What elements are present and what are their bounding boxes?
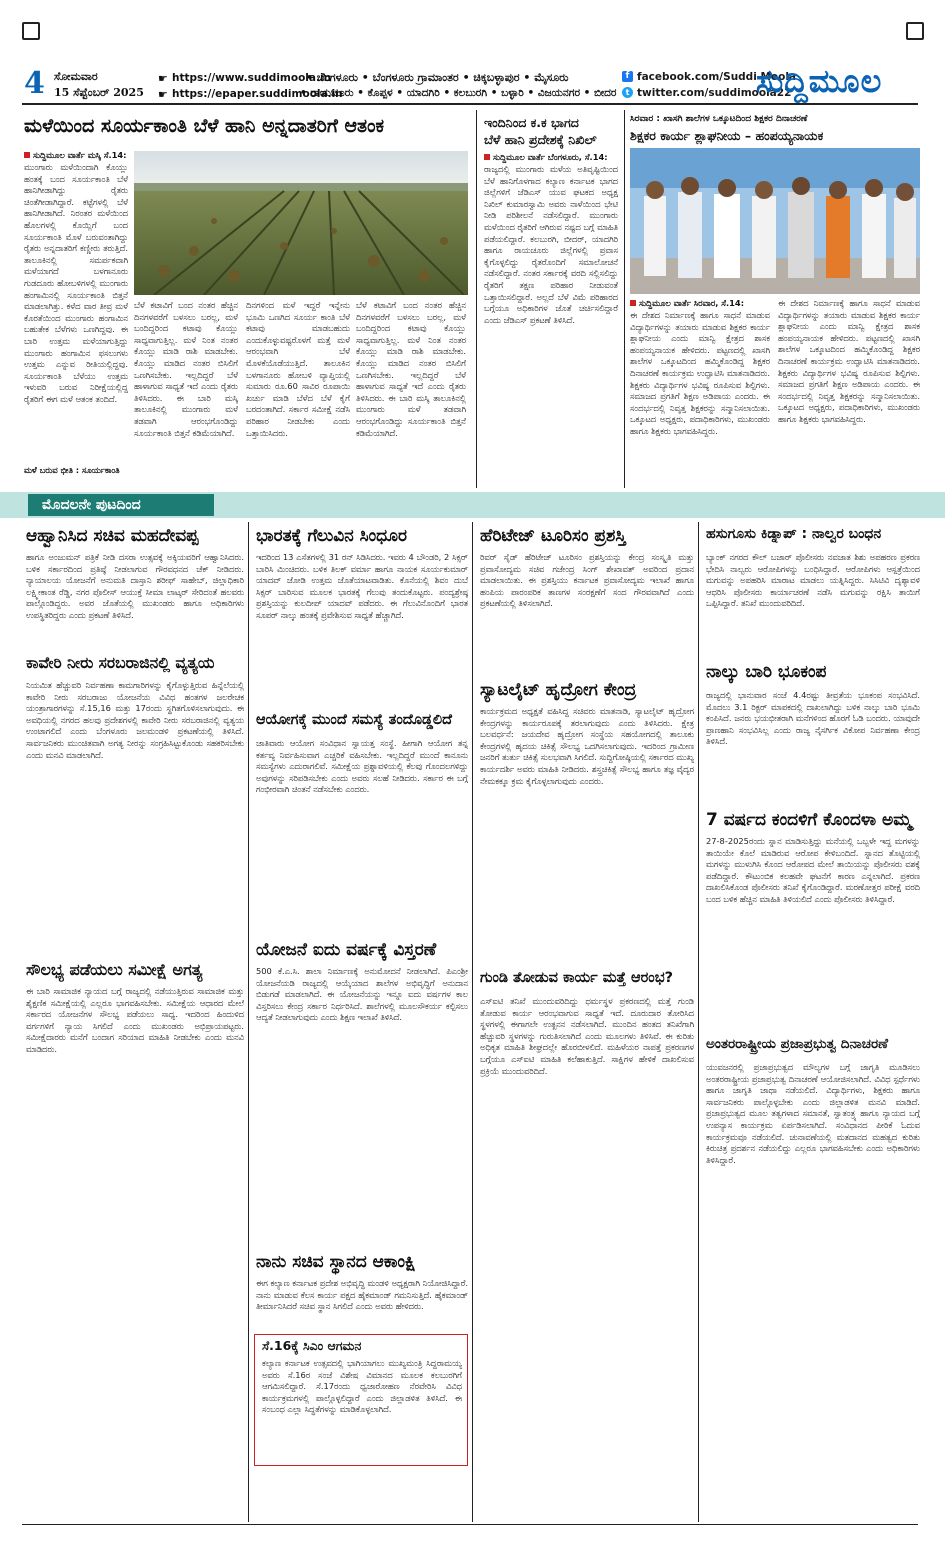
third-body-col2: ಈ ದೇಶದ ನಿರ್ಮಾಣಕ್ಕೆ ಹಾಗೂ ಸಾಧನೆ ಮಾಡುವ ವಿದ್ಯಾರ್ಥಿಗಳನ್ನು ತಯಾರು ಮಾಡುವ ಶಿಕ್ಷಕರ ಕಾರ್ಯ ಶ್ಲಾಘನೀಯ ಎಂದು ಮಾನ್ವಿ ಕ್ಷೇತ್ರದ ಶಾಸಕ ಹಂಪಯ್ಯನಾಯಕ ಹೇಳಿದರು. ಪಟ್ಟಣದಲ್ಲಿ ಖಾಸಗಿ ಶಾಲೆಗಳ ಒಕ್ಕೂಟದಿಂದ ಹಮ್ಮಿಕೊಂಡಿದ್ದ ಶಿಕ್ಷಕರ ದಿನಾಚರಣೆ ಕಾರ್ಯಕ್ರಮ ಉದ್ಘಾಟಿಸಿ ಮಾತನಾಡಿದರು. ಶಿಕ್ಷಕರು ವಿದ್ಯಾರ್ಥಿಗಳ ಭವಿಷ್ಯ ರೂಪಿಸುವ ಶಿಲ್ಪಿಗಳು. ಸಮಾಜದ ಪ್ರಗತಿಗೆ ಶಿಕ್ಷಣ ಅಡಿಪಾಯ ಎಂದರು. ಈ ಸಂದರ್ಭದಲ್ಲಿ ನಿವೃತ್ತ ಶಿಕ್ಷಕರನ್ನು ಸನ್ಮಾನಿಸಲಾಯಿತು. ಒಕ್ಕೂಟದ ಅಧ್ಯಕ್ಷರು, ಪದಾಧಿಕಾರಿಗಳು, ಮುಖಂಡರು ಹಾಗೂ ಶಿಕ್ಷಕರು ಭಾಗವಹಿಸಿದ್ದರು. bbox=[778, 298, 920, 424]
story-headline: ಅಂತರರಾಷ್ಟ್ರೀಯ ಪ್ರಜಾಪ್ರಭುತ್ವ ದಿನಾಚರಣೆ bbox=[706, 1036, 888, 1052]
lead-column-3: ದಿನಗಳಿಂದ ಮಳೆ ಇದ್ದರೆ ಇನ್ನೇನು ಭೂಮಿ ಒಣಗಿದ ಸೂರ್ಯ ಕಾಂತಿ ಬೆಳೆ ಕಟಾವು ಮಾಡಬಹುದು ಎಂದುಕೊಳ್ಳುವಷ್ಟರೊಳಗೆ ಮತ್ತೆ ಮಳೆ ಆರಂಭವಾಗಿ ಬೆಳೆ ಮೊಳಕೆಯೊಡೆಯುತ್ತಿದೆ. ತಾಲೂಕಿನ ಬಳಗಾನೂರು ಹೋಬಳಿ ವ್ಯಾಪ್ತಿಯಲ್ಲಿ ಸುಮಾರು ರೂ.60 ಸಾವಿರ ರೂಪಾಯಿ ಖರ್ಚು ಮಾಡಿ ಬೆಳೆದ ಬೆಳೆ ಕೈಗೆ ಬರದಂತಾಗಿದೆ. ಸರ್ಕಾರ ಸಮೀಕ್ಷೆ ನಡೆಸಿ ಪರಿಹಾರ ನೀಡಬೇಕು ಎಂದು ಒತ್ತಾಯಿಸಿದರು. bbox=[246, 300, 350, 438]
story-body: 500 ಕೆ.ಎ.ಸಿ. ಶಾಲಾ ನಿರ್ಮಾಣಕ್ಕೆ ಅನುಮೋದನೆ ನೀಡಲಾಗಿದೆ. ಪಿಎಂಶ್ರೀ ಯೋಜನೆಯಡಿ ರಾಜ್ಯದಲ್ಲಿ ಆಯ್ಕೆಯಾದ ಶಾಲೆಗಳ ಅಭಿವೃದ್ಧಿಗೆ ಅನುದಾನ ಬಿಡುಗಡೆ ಮಾಡಲಾಗಿದೆ. ಈ ಯೋಜನೆಯನ್ನು ಇನ್ನೂ ಐದು ವರ್ಷಗಳ ಕಾಲ ವಿಸ್ತರಿಸಲು ಕೇಂದ್ರ ಸರ್ಕಾರ ನಿರ್ಧರಿಸಿದೆ. ಶಾಲೆಗಳಲ್ಲಿ ಮೂಲಸೌಕರ್ಯ ಕಲ್ಪಿಸಲು ಆದ್ಯತೆ ನೀಡಲಾಗುವುದು ಎಂದು ಶಿಕ್ಷಣ ಇಲಾಖೆ ತಿಳಿಸಿದೆ. bbox=[256, 966, 468, 1023]
lead-byline: ಸುದ್ದಿಮೂಲ ವಾರ್ತೆ ಮಸ್ಕಿ ಸೆ.14: bbox=[24, 150, 128, 162]
cities-list-row2: • ರಾಯಚೂರು • ಕೊಪ್ಪಳ • ಯಾದಗಿರಿ • ಕಲಬುರಗಿ • ಬಳ್ಳಾರಿ • ವಿಜಯನಗರ • ಬೀದರ bbox=[300, 87, 617, 99]
facebook-link[interactable]: facebook.com/Suddi Moola bbox=[637, 71, 797, 83]
byline-marker-icon bbox=[484, 154, 490, 160]
issue-date: 15 ಸೆಪ್ಟೆಂಬರ್ 2025 bbox=[54, 86, 144, 99]
third-body-col1: ಈ ದೇಶದ ನಿರ್ಮಾಣಕ್ಕೆ ಹಾಗೂ ಸಾಧನೆ ಮಾಡುವ ವಿದ್ಯಾರ್ಥಿಗಳನ್ನು ತಯಾರು ಮಾಡುವ ಶಿಕ್ಷಕರ ಕಾರ್ಯ ಶ್ಲಾಘನೀಯ ಎಂದು ಮಾನ್ವಿ ಕ್ಷೇತ್ರದ ಶಾಸಕ ಹಂಪಯ್ಯನಾಯಕ ಹೇಳಿದರು. ಪಟ್ಟಣದಲ್ಲಿ ಖಾಸಗಿ ಶಾಲೆಗಳ ಒಕ್ಕೂಟದಿಂದ ಹಮ್ಮಿಕೊಂಡಿದ್ದ ಶಿಕ್ಷಕರ ದಿನಾಚರಣೆ ಕಾರ್ಯಕ್ರಮ ಉದ್ಘಾಟಿಸಿ ಮಾತನಾಡಿದರು. ಶಿಕ್ಷಕರು ವಿದ್ಯಾರ್ಥಿಗಳ ಭವಿಷ್ಯ ರೂಪಿಸುವ ಶಿಲ್ಪಿಗಳು. ಸಮಾಜದ ಪ್ರಗತಿಗೆ ಶಿಕ್ಷಣ ಅಡಿಪಾಯ ಎಂದರು. ಈ ಸಂದರ್ಭದಲ್ಲಿ ನಿವೃತ್ತ ಶಿಕ್ಷಕರನ್ನು ಸನ್ಮಾನಿಸಲಾಯಿತು. ಒಕ್ಕೂಟದ ಅಧ್ಯಕ್ಷರು, ಪದಾಧಿಕಾರಿಗಳು, ಮುಖಂಡರು ಹಾಗೂ ಶಿಕ್ಷಕರು ಭಾಗವಹಿಸಿದ್ದರು. bbox=[630, 310, 770, 436]
lead-column-2: ಬೆಳೆ ಕಟಾವಿಗೆ ಬಂದ ನಂತರ ಹೆಚ್ಚಿನ ದಿನಗಳವರೆಗೆ ಬಳಸಲು ಬರಲ್ಲ, ಮಳೆ ಬಂದಿದ್ದರಿಂದ ಕಟಾವು ಕೊಯ್ಲು ಸಾಧ್ಯವಾಗುತ್ತಿಲ್ಲ. ಮಳೆ ನಿಂತ ನಂತರ ಕೊಯ್ಲು ಮಾಡಿ ರಾಶಿ ಮಾಡಬೇಕು. ಕೊಯ್ಲು ಮಾಡಿದ ನಂತರ ಬಿಸಿಲಿಗೆ ಒಣಗಿಸಬೇಕು. ಇಲ್ಲದಿದ್ದರೆ ಬೆಳೆ ಹಾಳಾಗುವ ಸಾಧ್ಯತೆ ಇದೆ ಎಂದು ರೈತರು ತಿಳಿಸಿದರು. ಈ ಬಾರಿ ಮಸ್ಕಿ ತಾಲೂಕಿನಲ್ಲಿ ಮುಂಗಾರು ಮಳೆ ತಡವಾಗಿ ಆರಂಭಗೊಂಡಿದ್ದು ಸೂರ್ಯಕಾಂತಿ ಬಿತ್ತನೆ ಕಡಿಮೆಯಾಗಿದೆ. bbox=[134, 300, 238, 438]
crop-mark-icon bbox=[906, 22, 924, 40]
column-divider bbox=[476, 110, 477, 488]
third-byline: ಸುದ್ದಿಮೂಲ ವಾರ್ತೆ ಸಿರವಾರ, ಸೆ.14: bbox=[630, 298, 770, 310]
story-headline: ಆಹ್ವಾನಿಸಿದ ಸಚಿವ ಮಹದೇವಪ್ಪ bbox=[26, 526, 199, 546]
column-divider bbox=[248, 522, 249, 1522]
story-body: ಇದರಿಂದ 13 ಎಸೆತಗಳಲ್ಲಿ 31 ರನ್ ಸಿಡಿಸಿದರು. ಇವರು 4 ಬೌಂಡರಿ, 2 ಸಿಕ್ಸರ್ ಬಾರಿಸಿ ಮಿಂಚಿದರು. ಬಳಿಕ ತಿಲಕ್ ವರ್ಮಾ ಹಾಗೂ ನಾಯಕ ಸೂರ್ಯಕುಮಾರ್ ಯಾದವ್ ಜೋಡಿ ಉತ್ತಮ ಜೊತೆಯಾಟವಾಡಿತು. ಕೊನೆಯಲ್ಲಿ ಶಿವಂ ದುಬೆ ಸಿಕ್ಸರ್ ಬಾರಿಸುವ ಮೂಲಕ ಭಾರತಕ್ಕೆ ಗೆಲುವು ತಂದುಕೊಟ್ಟರು. ಪಂದ್ಯಶ್ರೇಷ್ಠ ಪ್ರಶಸ್ತಿಯನ್ನು ಕುಲದೀಪ್ ಯಾದವ್ ಪಡೆದರು. ಈ ಗೆಲುವಿನೊಂದಿಗೆ ಭಾರತ ಸೂಪರ್ ನಾಲ್ಕು ಹಂತಕ್ಕೆ ಪ್ರವೇಶಿಸುವ ಸಾಧ್ಯತೆ ಹೆಚ್ಚಾಗಿದೆ. bbox=[256, 552, 468, 620]
lead-column-4: ಬೆಳೆ ಕಟಾವಿಗೆ ಬಂದ ನಂತರ ಹೆಚ್ಚಿನ ದಿನಗಳವರೆಗೆ ಬಳಸಲು ಬರಲ್ಲ, ಮಳೆ ಬಂದಿದ್ದರಿಂದ ಕಟಾವು ಕೊಯ್ಲು ಸಾಧ್ಯವಾಗುತ್ತಿಲ್ಲ. ಮಳೆ ನಿಂತ ನಂತರ ಕೊಯ್ಲು ಮಾಡಿ ರಾಶಿ ಮಾಡಬೇಕು. ಕೊಯ್ಲು ಮಾಡಿದ ನಂತರ ಬಿಸಿಲಿಗೆ ಒಣಗಿಸಬೇಕು. ಇಲ್ಲದಿದ್ದರೆ ಬೆಳೆ ಹಾಳಾಗುವ ಸಾಧ್ಯತೆ ಇದೆ ಎಂದು ರೈತರು ತಿಳಿಸಿದರು. ಈ ಬಾರಿ ಮಸ್ಕಿ ತಾಲೂಕಿನಲ್ಲಿ ಮುಂಗಾರು ಮಳೆ ತಡವಾಗಿ ಆರಂಭಗೊಂಡಿದ್ದು ಸೂರ್ಯಕಾಂತಿ ಬಿತ್ತನೆ ಕಡಿಮೆಯಾಗಿದೆ. bbox=[356, 300, 466, 438]
story-headline: ಹಸುಗೂಸು ಕಿಡ್ನಾಪ್ : ನಾಲ್ವರ ಬಂಧನ bbox=[706, 526, 882, 542]
twitter-link[interactable]: twitter.com/suddimoola22 bbox=[637, 87, 792, 99]
lead-column-1: ಮುಂಗಾರು ಮಳೆಯಿಂದಾಗಿ ಕೊಯ್ಲು ಹಂತಕ್ಕೆ ಬಂದ ಸೂರ್ಯಕಾಂತಿ ಬೆಳೆ ಹಾನಿಗೀಡಾಗಿದ್ದು ರೈತರು ಚಿಂತೆಗೀಡಾಗಿದ್ದಾರೆ. ಕಟ್ಟೆಗಳಲ್ಲಿ ಬೆಳೆ ಹಾನಿಗೀಡಾಗಿದೆ. ನಿರಂತರ ಮಳೆಯಿಂದ ಹೊಲಗಳಲ್ಲಿ ಕೊಯ್ಲಿಗೆ ಬಂದ ಸೂರ್ಯಕಾಂತಿ ಮೊಳೆ ಬರುವಂತಾಗಿದ್ದು ರೈತರು ಅನ್ನದಾತರಿಗೆ ಕಣ್ಣೀರು ತರುತ್ತಿದೆ. ತಾಲೂಕಿನಲ್ಲಿ ಸಮರ್ಪಕವಾಗಿ ಮಳೆಯಾಗದೆ ಬಳಗಾನೂರು ಗುಡದೂರು ಹೋಬಳಿಗಳಲ್ಲಿ ಮುಂಗಾರು ಹಂಗಾಮಿನಲ್ಲಿ ಸೂರ್ಯಕಾಂತಿ ಬಿತ್ತನೆ ಮಾಡಲಾಗಿತ್ತು. ಕಳೆದ ವಾರ ತೀವ್ರ ಮಳೆ ಕೊರತೆಯಿಂದ ಮುಂಗಾರು ಹಂಗಾಮಿನ ಬಹುತೇಕ ಬೆಳೆಗಳು ಒಣಗಿದ್ದವು. ಈ ಬಾರಿ ಉತ್ತಮ ಮಳೆಯಾಗುತ್ತಿದ್ದು ಮುಂಗಾರು ಹಂಗಾಮಿನ ಫಸಲುಗಳು ಉತ್ತಮ ಎನ್ನುವ ರೀತಿಯಲ್ಲಿದ್ದವು. ಸೂರ್ಯಕಾಂತಿ ಬೆಳೆಯು ಉತ್ತಮ ಇಳುವರಿ ಬರುವ ನಿರೀಕ್ಷೆಯಲ್ಲಿದ್ದ ರೈತರಿಗೆ ಈಗ ಮಳೆ ಆತಂಕ ತಂದಿದೆ. bbox=[24, 162, 128, 404]
pointer-icon: ☛ bbox=[158, 88, 168, 101]
story-headline: ಹೆರಿಟೇಜ್ ಟೂರಿಸಂ ಪ್ರಶಸ್ತಿ bbox=[480, 526, 626, 546]
masthead-logo: ಸುದ್ದಿಮೂಲ bbox=[756, 62, 883, 100]
story-body: ರಿವರ್ ಸೈಡ್ ಹೆರಿಟೇಜ್ ಟೂರಿಸಂ ಪ್ರಶಸ್ತಿಯನ್ನು ಕೇಂದ್ರ ಸಂಸ್ಕೃತಿ ಮತ್ತು ಪ್ರವಾಸೋದ್ಯಮ ಸಚಿವ ಗಜೇಂದ್ರ ಸಿಂಗ್ ಶೇಖಾವತ್ ಅವರಿಂದ ಪ್ರದಾನ ಮಾಡಲಾಯಿತು. ಈ ಪ್ರಶಸ್ತಿಯು ಕರ್ನಾಟಕ ಪ್ರವಾಸೋದ್ಯಮ ಇಲಾಖೆ ಹಾಗೂ ಹಂಪಿಯ ಪಾರಂಪರಿಕ ತಾಣಗಳ ಸಂರಕ್ಷಣೆಗೆ ಸಂದ ಗೌರವವಾಗಿದೆ ಎಂದು ಪ್ರಕಟಣೆಯಲ್ಲಿ ತಿಳಿಸಲಾಗಿದೆ. bbox=[480, 552, 694, 609]
box-title: ಸೆ.16ಕ್ಕೆ ಸಿಎಂ ಆಗಮನ bbox=[262, 1338, 362, 1353]
story-body: ಈಗ ಕಲ್ಯಾಣ ಕರ್ನಾಟಕ ಪ್ರದೇಶ ಅಭಿವೃದ್ಧಿ ಮಂಡಳಿ ಅಧ್ಯಕ್ಷರಾಗಿ ನಿಯೋಜಿಸಿದ್ದಾರೆ. ನಾನು ಮಾಡುವ ಕೆಲಸ ಕಾರ್ಯ ಪಕ್ಷದ ಹೈಕಮಾಂಡ್ ಗಮನಿಸುತ್ತಿದೆ. ಹೈಕಮಾಂಡ್ ತೀರ್ಮಾನಿಸಿದರೆ ಸಚಿವ ಸ್ಥಾನ ಸಿಗಲಿದೆ ಎಂದು ಅವರು ಹೇಳಿದರು. bbox=[256, 1278, 468, 1312]
story-headline: ಕಾವೇರಿ ನೀರು ಸರಬರಾಜಿನಲ್ಲಿ ವ್ಯತ್ಯಯ bbox=[26, 654, 215, 672]
column-divider bbox=[624, 110, 625, 488]
story-headline: ಯೋಜನೆ ಐದು ವರ್ಷಕ್ಕೆ ವಿಸ್ತರಣೆ bbox=[256, 940, 437, 960]
story-headline: ಭಾರತಕ್ಕೆ ಗೆಲುವಿನ ಸಿಂಧೂರ bbox=[256, 526, 407, 546]
cities-list-row1: • ಬೆಂಗಳೂರು • ಬೆಂಗಳೂರು ಗ್ರಾಮಾಂತರ • ಚಿಕ್ಕಬಳ್ಳಾಪುರ • ಮೈಸೂರು bbox=[306, 71, 569, 84]
story-body: ಬ್ಯಾಂಕ್ ನಗರದ ಕೌಲ್ ಬಜಾರ್ ಪೊಲೀಸರು ನವಜಾತ ಶಿಶು ಅಪಹರಣ ಪ್ರಕರಣ ಭೇದಿಸಿ ನಾಲ್ವರು ಆರೋಪಿಗಳನ್ನು ಬಂಧಿಸಿದ್ದಾರೆ. ಆರೋಪಿಗಳು ಆಸ್ಪತ್ರೆಯಿಂದ ಮಗುವನ್ನು ಅಪಹರಿಸಿ ಮಾರಾಟ ಮಾಡಲು ಯತ್ನಿಸಿದ್ದರು. ಸಿಸಿಟಿವಿ ದೃಶ್ಯಾವಳಿ ಆಧರಿಸಿ ಪೊಲೀಸರು ಕಾರ್ಯಾಚರಣೆ ನಡೆಸಿ ಮಗುವನ್ನು ರಕ್ಷಿಸಿ ತಾಯಿಗೆ ಒಪ್ಪಿಸಿದ್ದಾರೆ. ತನಿಖೆ ಮುಂದುವರಿದಿದೆ. bbox=[706, 552, 920, 609]
story-headline: ಸೌಲಭ್ಯ ಪಡೆಯಲು ಸಮೀಕ್ಷೆ ಅಗತ್ಯ bbox=[26, 960, 203, 979]
story-headline: 7 ವರ್ಷದ ಕಂದಳಿಗೆ ಕೊಂದಳಾ ಅಮ್ಮ bbox=[706, 810, 912, 830]
page-number: 4 bbox=[24, 66, 45, 101]
story-headline: ನಾನು ಸಚಿವ ಸ್ಥಾನದ ಆಕಾಂಕ್ಷಿ bbox=[256, 1252, 416, 1272]
facebook-icon: f bbox=[622, 71, 633, 82]
issue-day: ಸೋಮವಾರ bbox=[54, 70, 98, 83]
story-headline: ಆಯೋಗಕ್ಕೆ ಮುಂದೆ ಸಮಸ್ಯೆ ತಂದೊಡ್ಡಲಿದೆ bbox=[256, 712, 453, 728]
byline-marker-icon bbox=[24, 152, 30, 158]
column-divider bbox=[698, 522, 699, 1522]
lead-photo-caption: ಮಳೆ ಬರುವ ಭೀತಿ : ಸೂರ್ಯಕಾಂತಿ bbox=[24, 465, 120, 475]
twitter-icon: t bbox=[622, 87, 633, 98]
story-body: ಜಾತಿವಾರು ಆಯೋಗ ಸಂವಿಧಾನ ಸ್ವಾಯತ್ತ ಸಂಸ್ಥೆ. ಹೀಗಾಗಿ ಆಯೋಗ ತನ್ನ ಕರ್ತವ್ಯ ನಿರ್ವಹಿಸುವಾಗ ಎಚ್ಚರಿಕೆ ವಹಿಸಬೇಕು. ಇಲ್ಲದಿದ್ದರೆ ಮುಂದೆ ಕಾನೂನು ಸಮಸ್ಯೆಗಳು ಎದುರಾಗಲಿವೆ. ಸಮೀಕ್ಷೆಯ ಪ್ರಶ್ನಾವಳಿಯಲ್ಲಿ ಕೆಲವು ಗೊಂದಲಗಳಿದ್ದು ಅವುಗಳನ್ನು ಸರಿಪಡಿಸಬೇಕು ಎಂದು ಅವರು ಸಲಹೆ ನೀಡಿದರು. ಸರ್ಕಾರ ಈ ಬಗ್ಗೆ ಗಂಭೀರವಾಗಿ ಚಿಂತನೆ ನಡೆಸಬೇಕು ಎಂದರು. bbox=[256, 738, 468, 795]
box-body: ಕಲ್ಯಾಣ ಕರ್ನಾಟಕ ಉತ್ಸವದಲ್ಲಿ ಭಾಗಿಯಾಗಲು ಮುಖ್ಯಮಂತ್ರಿ ಸಿದ್ದರಾಮಯ್ಯ ಅವರು ಸೆ.16ರ ಸಂಜೆ ವಿಶೇಷ ವಿಮಾನದ ಮೂಲಕ ಕಲಬುರಗಿಗೆ ಆಗಮಿಸಲಿದ್ದಾರೆ. ಸೆ.17ರಂದು ಧ್ವಜಾರೋಹಣ ನೆರವೇರಿಸಿ ವಿವಿಧ ಕಾರ್ಯಕ್ರಮಗಳಲ್ಲಿ ಪಾಲ್ಗೊಳ್ಳಲಿದ್ದಾರೆ ಎಂದು ಜಿಲ್ಲಾಡಳಿತ ತಿಳಿಸಿದೆ. ಈ ಸಂಬಂಧ ಎಲ್ಲಾ ಸಿದ್ಧತೆಗಳನ್ನು ಮಾಡಿಕೊಳ್ಳಲಾಗಿದೆ. bbox=[262, 1358, 462, 1415]
byline-marker-icon bbox=[630, 300, 636, 306]
second-headline: ಇಂದಿನಿಂದ ಕ.ಕ ಭಾಗದ ಬೆಳೆ ಹಾನಿ ಪ್ರದೇಶಕ್ಕೆ ನಿಖಿಲ್ bbox=[484, 115, 597, 147]
pointer-icon: ☛ bbox=[158, 72, 168, 85]
story-headline: ಗುಂಡಿ ತೋಡುವ ಕಾರ್ಯ ಮತ್ತೆ ಆರಂಭ? bbox=[480, 970, 674, 986]
masthead-divider bbox=[22, 103, 918, 105]
story-body: ಯುವಜನರಲ್ಲಿ ಪ್ರಜಾಪ್ರಭುತ್ವದ ಮೌಲ್ಯಗಳ ಬಗ್ಗೆ ಜಾಗೃತಿ ಮೂಡಿಸಲು ಅಂತರರಾಷ್ಟ್ರೀಯ ಪ್ರಜಾಪ್ರಭುತ್ವ ದಿನಾಚರಣೆ ಆಯೋಜಿಸಲಾಗಿದೆ. ವಿವಿಧ ಸ್ಪರ್ಧೆಗಳು ಹಾಗೂ ಜಾಗೃತಿ ಜಾಥಾ ನಡೆಯಲಿದೆ. ವಿದ್ಯಾರ್ಥಿಗಳು, ಶಿಕ್ಷಕರು ಹಾಗೂ ಸಾರ್ವಜನಿಕರು ಪಾಲ್ಗೊಳ್ಳಬೇಕು ಎಂದು ಜಿಲ್ಲಾಡಳಿತ ಮನವಿ ಮಾಡಿದೆ. ಪ್ರಜಾಪ್ರಭುತ್ವದ ಮೂಲ ತತ್ವಗಳಾದ ಸಮಾನತೆ, ಸ್ವಾತಂತ್ರ್ಯ ಹಾಗೂ ನ್ಯಾಯದ ಬಗ್ಗೆ ಉಪನ್ಯಾಸ ಕಾರ್ಯಕ್ರಮ ಏರ್ಪಡಿಸಲಾಗಿದೆ. ಸಂವಿಧಾನದ ಪೀಠಿಕೆ ಓದುವ ಕಾರ್ಯಕ್ರಮವೂ ನಡೆಯಲಿದೆ. ಚುನಾವಣೆಯಲ್ಲಿ ಮತದಾನದ ಮಹತ್ವದ ಕುರಿತು ಕಿರುಚಿತ್ರ ಪ್ರದರ್ಶನ ನಡೆಯಲಿದ್ದು ಎಲ್ಲರೂ ಭಾಗವಹಿಸಬೇಕು ಎಂದು ಅಧಿಕಾರಿಗಳು ತಿಳಿಸಿದ್ದಾರೆ. bbox=[706, 1062, 920, 1165]
website-link[interactable]: https://www.suddimoola.in bbox=[172, 72, 332, 84]
story-body: 27-8-2025ರಂದು ಸ್ನಾನ ಮಾಡಿಸುತ್ತಿದ್ದು ಮನೆಯಲ್ಲಿ ಒಬ್ಬಳೇ ಇದ್ದ ಮಗಳನ್ನು ತಾಯಿಯೇ ಕೊಲೆ ಮಾಡಿರುವ ಆರೋಪ ಕೇಳಿಬಂದಿದೆ. ಸ್ನಾನದ ತೊಟ್ಟಿಯಲ್ಲಿ ಮಗಳನ್ನು ಮುಳುಗಿಸಿ ಕೊಂದ ಆರೋಪದ ಮೇಲೆ ತಾಯಿಯನ್ನು ಪೊಲೀಸರು ವಶಕ್ಕೆ ಪಡೆದಿದ್ದಾರೆ. ಕೌಟುಂಬಿಕ ಕಲಹವೇ ಘಟನೆಗೆ ಕಾರಣ ಎನ್ನಲಾಗಿದೆ. ಪ್ರಕರಣ ದಾಖಲಿಸಿಕೊಂಡ ಪೊಲೀಸರು ತನಿಖೆ ಕೈಗೊಂಡಿದ್ದಾರೆ. ಮರಣೋತ್ತರ ಪರೀಕ್ಷೆ ವರದಿ ಬಂದ ಬಳಿಕ ಹೆಚ್ಚಿನ ಮಾಹಿತಿ ತಿಳಿಯಲಿದೆ ಎಂದು ಪೊಲೀಸರು ತಿಳಿಸಿದ್ದಾರೆ. bbox=[706, 836, 920, 904]
story-body: ನಿಯಮಿತ ಹೆಚ್ಚುವರಿ ನಿರ್ವಹಣಾ ಕಾಮಗಾರಿಗಳನ್ನು ಕೈಗೊಳ್ಳುತ್ತಿರುವ ಹಿನ್ನೆಲೆಯಲ್ಲಿ ಕಾವೇರಿ ನೀರು ಸರಬರಾಜು ಯೋಜನೆಯ ವಿವಿಧ ಹಂತಗಳ ಜಲರೇಚಕ ಯಂತ್ರಾಗಾರಗಳನ್ನು ಸೆ.15,16 ಮತ್ತು 17ರಂದು ಸ್ಥಗಿತಗೊಳಿಸಲಾಗುವುದು. ಈ ಅವಧಿಯಲ್ಲಿ ನಗರದ ಹಲವು ಪ್ರದೇಶಗಳಲ್ಲಿ ಕಾವೇರಿ ನೀರು ಸರಬರಾಜಿನಲ್ಲಿ ವ್ಯತ್ಯಯ ಉಂಟಾಗಲಿದೆ ಎಂದು ಬೆಂಗಳೂರು ಜಲಮಂಡಳಿ ಪ್ರಕಟಣೆಯಲ್ಲಿ ತಿಳಿಸಿದೆ. ಸಾರ್ವಜನಿಕರು ಮುಂಚಿತವಾಗಿ ಅಗತ್ಯ ನೀರನ್ನು ಸಂಗ್ರಹಿಸಿಟ್ಟುಕೊಂಡು ಸಹಕರಿಸಬೇಕು ಎಂದು ಮನವಿ ಮಾಡಲಾಗಿದೆ. bbox=[26, 680, 244, 760]
epaper-link[interactable]: https://epaper.suddimoola.in bbox=[172, 88, 343, 100]
masthead bbox=[0, 0, 945, 105]
story-headline: ನಾಲ್ಕು ಬಾರಿ ಭೂಕಂಪ bbox=[706, 662, 827, 682]
crop-mark-icon bbox=[22, 22, 40, 40]
teachers-day-event-photo bbox=[630, 148, 920, 294]
second-byline: ಸುದ್ದಿಮೂಲ ವಾರ್ತೆ ಬೆಂಗಳೂರು, ಸೆ.14: bbox=[484, 152, 618, 164]
sunflower-field-photo bbox=[134, 151, 468, 295]
third-kicker: ಸಿರವಾರ : ಖಾಸಗಿ ಶಾಲೆಗಳ ಒಕ್ಕೂಟದಿಂದ ಶಿಕ್ಷಕರ ದಿನಾಚರಣೆ bbox=[630, 114, 808, 124]
story-body: ಈ ಬಾರಿ ಸಾಮಾಜಿಕ ನ್ಯಾಯದ ಬಗ್ಗೆ ರಾಜ್ಯದಲ್ಲಿ ನಡೆಯುತ್ತಿರುವ ಸಾಮಾಜಿಕ ಮತ್ತು ಶೈಕ್ಷಣಿಕ ಸಮೀಕ್ಷೆಯಲ್ಲಿ ಎಲ್ಲರೂ ಭಾಗವಹಿಸಬೇಕು. ಸಮೀಕ್ಷೆಯ ಆಧಾರದ ಮೇಲೆ ಸರ್ಕಾರದ ಯೋಜನೆಗಳ ಸೌಲಭ್ಯ ಪಡೆಯಲು ಸಾಧ್ಯ. ಇದರಿಂದ ಹಿಂದುಳಿದ ವರ್ಗಗಳಿಗೆ ನ್ಯಾಯ ಸಿಗಲಿದೆ ಎಂದು ಮುಖಂಡರು ಅಭಿಪ್ರಾಯಪಟ್ಟರು. ಸಮೀಕ್ಷೆದಾರರು ಮನೆಗೆ ಬಂದಾಗ ಸರಿಯಾದ ಮಾಹಿತಿ ನೀಡಬೇಕು ಎಂದು ಮನವಿ ಮಾಡಿದರು. bbox=[26, 986, 244, 1054]
lead-headline: ಮಳೆಯಿಂದ ಸೂರ್ಯಕಾಂತಿ ಬೆಳೆ ಹಾನಿ ಅನ್ನದಾತರಿಗೆ ಆತಂಕ bbox=[24, 115, 385, 137]
story-body: ಕಾರ್ಯಕ್ರಮದ ಅಧ್ಯಕ್ಷತೆ ವಹಿಸಿದ್ದ ಸಚಿವರು ಮಾತನಾಡಿ, ಸ್ಯಾಟಲೈಟ್ ಹೃದ್ರೋಗ ಕೇಂದ್ರಗಳನ್ನು ಕಾರ್ಯರೂಪಕ್ಕೆ ತರಲಾಗುವುದು ಎಂದು ತಿಳಿಸಿದರು. ಕ್ಷೇತ್ರ ಬಲವರ್ಧನೆ: ಜಯದೇವ ಹೃದ್ರೋಗ ಸಂಸ್ಥೆಯ ಸಹಯೋಗದಲ್ಲಿ ತಾಲೂಕು ಕೇಂದ್ರಗಳಲ್ಲಿ ಹೃದಯ ಚಿಕಿತ್ಸೆ ಸೌಲಭ್ಯ ಒದಗಿಸಲಾಗುವುದು. ಇದರಿಂದ ಗ್ರಾಮೀಣ ಜನರಿಗೆ ತುರ್ತು ಚಿಕಿತ್ಸೆ ಸುಲಭವಾಗಿ ಸಿಗಲಿದೆ. ಸುದ್ದಿಗೋಷ್ಠಿಯಲ್ಲಿ ಸರ್ಕಾರದ ಮುಖ್ಯ ಕಾರ್ಯದರ್ಶಿ ಅವರು ಮಾಹಿತಿ ನೀಡಿದರು. ಶಸ್ತ್ರಚಿಕಿತ್ಸೆ ಸೌಲಭ್ಯ ಹಾಗೂ ತಜ್ಞ ವೈದ್ಯರ ನೇಮಕಕ್ಕೂ ಕ್ರಮ ಕೈಗೊಳ್ಳಲಾಗುವುದು ಎಂದರು. bbox=[480, 706, 694, 786]
page-bottom-rule bbox=[22, 1524, 918, 1525]
story-body: ರಾಜ್ಯದಲ್ಲಿ ಭಾನುವಾರ ಸಂಜೆ 4.4ರಷ್ಟು ತೀವ್ರತೆಯ ಭೂಕಂಪ ಸಂಭವಿಸಿದೆ. ಮೊದಲು 3.1 ರಿಕ್ಟರ್ ಮಾಪಕದಲ್ಲಿ ದಾಖಲಾಗಿದ್ದು ಬಳಿಕ ನಾಲ್ಕು ಬಾರಿ ಭೂಮಿ ಕಂಪಿಸಿದೆ. ಜನರು ಭಯಭೀತರಾಗಿ ಮನೆಗಳಿಂದ ಹೊರಗೆ ಓಡಿ ಬಂದರು. ಯಾವುದೇ ಪ್ರಾಣಹಾನಿ ಸಂಭವಿಸಿಲ್ಲ ಎಂದು ರಾಜ್ಯ ನೈಸರ್ಗಿಕ ವಿಕೋಪ ನಿರ್ವಹಣಾ ಕೇಂದ್ರ ತಿಳಿಸಿದೆ. bbox=[706, 690, 920, 747]
third-headline: ಶಿಕ್ಷಕರ ಕಾರ್ಯ ಶ್ಲಾಘನೀಯ – ಹಂಪಯ್ಯನಾಯಕ bbox=[630, 128, 824, 143]
story-body: ಹಾಗೂ ಅಂಜುಮನ್ ಪತ್ರಿಕೆ ನೀಡಿ ದಸರಾ ಉತ್ಸವಕ್ಕೆ ಅಕ್ಕಿಯವರಿಗೆ ಆಹ್ವಾನಿಸಿದರು. ಬಳಿಕ ಸರ್ಕಾರದಿಂದ ಪ್ರತಿಷ್ಠೆ ನೀಡಲಾಗುವ ಗೌರವಧನದ ಚೆಕ್ ನೀಡಿದರು. ನ್ಯಾಯಾಲಯ ಯೋಜನೆಗೆ ಅನುಮತಿ ದಾಸ್ತಾನಿ ಶರೀಫ್ ಸಾಹೇಬ್, ಜಿಲ್ಲಾಧಿಕಾರಿ ಲಕ್ಷ್ಮೀಕಾಂತ ರೆಡ್ಡಿ, ನಗರ ಪೊಲೀಸ್ ಆಯುಕ್ತೆ ಸೀಮಾ ಲಾಟ್ಕರ್ ಸೇರಿದಂತೆ ಹಲವರು ಪಾಲ್ಗೊಂಡಿದ್ದರು. ಅವರ ಜೊತೆಯಲ್ಲಿ ಮುಖಂಡರು ಹಾಗೂ ಅಧಿಕಾರಿಗಳು ಉಪಸ್ಥಿತರಿದ್ದರು ಎಂದು ಪ್ರಕಟಣೆ ತಿಳಿಸಿದೆ. bbox=[26, 552, 244, 620]
story-body: ಎಸ್ಐಟಿ ತನಿಖೆ ಮುಂದುವರಿದಿದ್ದು ಧರ್ಮಸ್ಥಳ ಪ್ರಕರಣದಲ್ಲಿ ಮತ್ತೆ ಗುಂಡಿ ತೋಡುವ ಕಾರ್ಯ ಆರಂಭವಾಗುವ ಸಾಧ್ಯತೆ ಇದೆ. ದೂರುದಾರ ತೋರಿಸಿದ ಸ್ಥಳಗಳಲ್ಲಿ ಈಗಾಗಲೇ ಉತ್ಖನನ ನಡೆಸಲಾಗಿದೆ. ಮುಂದಿನ ಹಂತದ ತನಿಖೆಗಾಗಿ ಹೆಚ್ಚುವರಿ ಸ್ಥಳಗಳನ್ನು ಗುರುತಿಸಲಾಗಿದೆ ಎಂದು ಮೂಲಗಳು ತಿಳಿಸಿವೆ. ಈ ಕುರಿತು ಅಧಿಕೃತ ಮಾಹಿತಿ ಶೀಘ್ರದಲ್ಲೇ ಹೊರಬೀಳಲಿದೆ. ಮಹಿಳೆಯರ ನಾಪತ್ತೆ ಪ್ರಕರಣಗಳ ಬಗ್ಗೆಯೂ ಎಸ್ಐಟಿ ಮಾಹಿತಿ ಕಲೆಹಾಕುತ್ತಿದೆ. ಸಾಕ್ಷಿಗಳ ಹೇಳಿಕೆ ದಾಖಲಿಸುವ ಪ್ರಕ್ರಿಯೆ ಮುಂದುವರಿದಿದೆ. bbox=[480, 996, 694, 1076]
column-divider bbox=[472, 522, 473, 1522]
section-band-label: ಮೊದಲನೇ ಪುಟದಿಂದ bbox=[28, 494, 214, 516]
second-body: ರಾಜ್ಯದಲ್ಲಿ ಮುಂಗಾರು ಮಳೆಯ ಅತಿವೃಷ್ಟಿಯಿಂದ ಬೆಳೆ ಹಾನಿಗೊಳಗಾದ ಕಲ್ಯಾಣ ಕರ್ನಾಟಕ ಭಾಗದ ಜಿಲ್ಲೆಗಳಿಗೆ ಜೆಡಿಎಸ್ ಯುವ ಘಟಕದ ಅಧ್ಯಕ್ಷ ನಿಖಿಲ್ ಕುಮಾರಸ್ವಾಮಿ ಅವರು ನಾಳೆಯಿಂದ ಭೇಟಿ ನೀಡಿ ಪರಿಶೀಲನೆ ನಡೆಸಲಿದ್ದಾರೆ. ಮುಂಗಾರು ಮಳೆಯಿಂದ ರೈತರಿಗೆ ಆಗಿರುವ ನಷ್ಟದ ಬಗ್ಗೆ ಮಾಹಿತಿ ಪಡೆಯಲಿದ್ದಾರೆ. ಕಲಬುರಗಿ, ಬೀದರ್, ಯಾದಗಿರಿ ಹಾಗೂ ರಾಯಚೂರು ಜಿಲ್ಲೆಗಳಲ್ಲಿ ಪ್ರವಾಸ ಕೈಗೊಳ್ಳಲಿದ್ದು ರೈತರೊಂದಿಗೆ ಸಮಾಲೋಚನೆ ನಡೆಸಲಿದ್ದಾರೆ. ನಂತರ ಸರ್ಕಾರಕ್ಕೆ ವರದಿ ಸಲ್ಲಿಸಲಿದ್ದು ರೈತರಿಗೆ ತಕ್ಷಣ ಪರಿಹಾರ ನೀಡುವಂತೆ ಒತ್ತಾಯಿಸಲಿದ್ದಾರೆ. ಅಲ್ಲದೆ ಬೆಳೆ ವಿಮೆ ಪರಿಹಾರದ ಬಗ್ಗೆಯೂ ಅಧಿಕಾರಿಗಳ ಜೊತೆ ಚರ್ಚಿಸಲಿದ್ದಾರೆ ಎಂದು ಜೆಡಿಎಸ್ ಪ್ರಕಟಣೆ ತಿಳಿಸಿದೆ. bbox=[484, 164, 618, 325]
story-headline: ಸ್ಯಾಟಲೈಟ್ ಹೃದ್ರೋಗ ಕೇಂದ್ರ bbox=[480, 680, 637, 700]
